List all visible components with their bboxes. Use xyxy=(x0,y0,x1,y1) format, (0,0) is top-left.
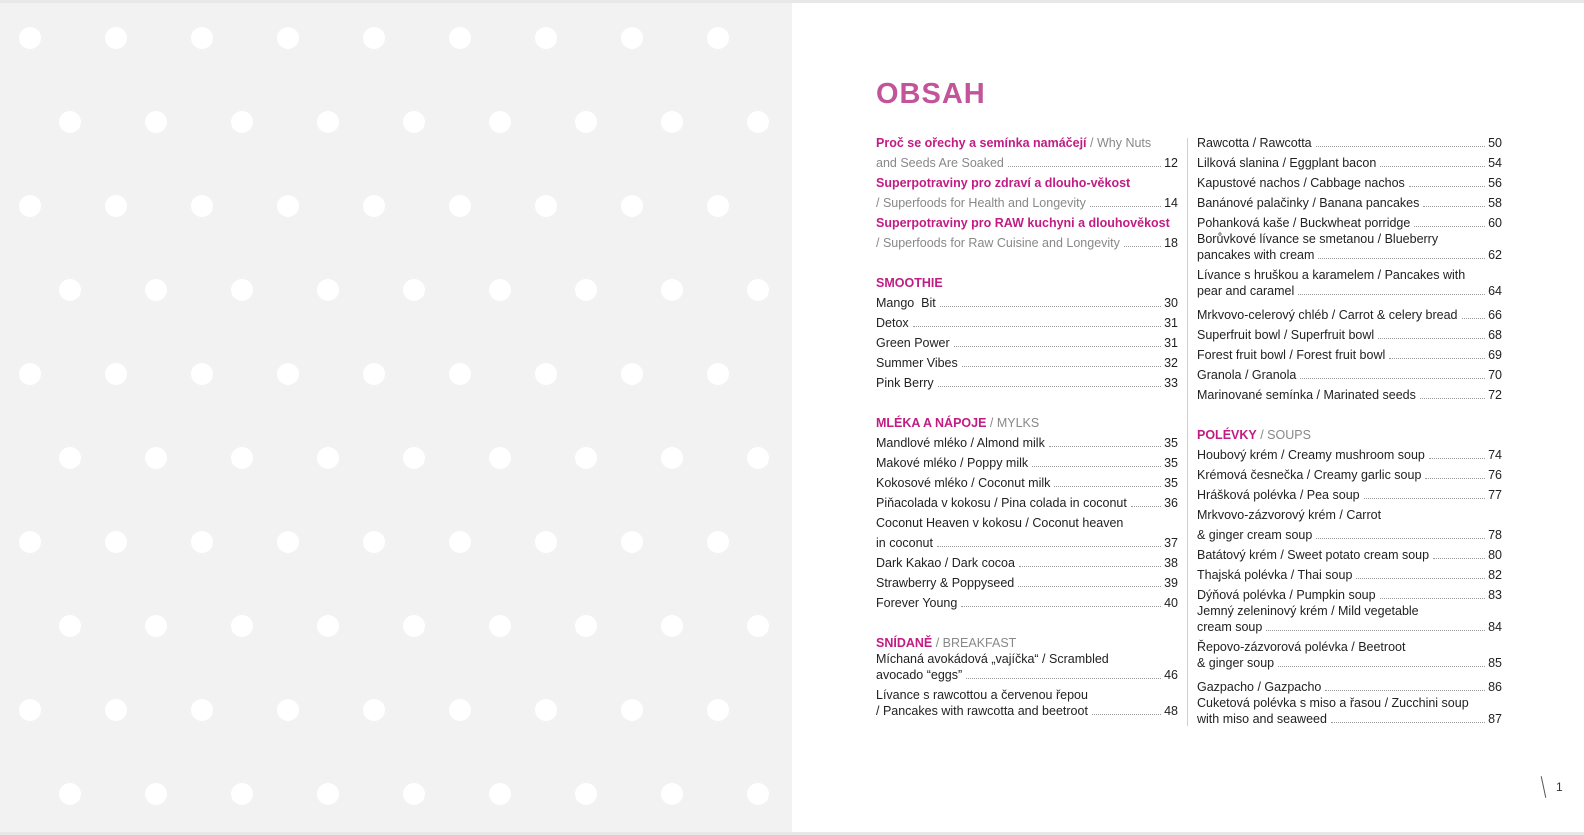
toc-entry[interactable]: Forest fruit bowl / Forest fruit bowl 69 xyxy=(1197,348,1502,362)
page-ref: 74 xyxy=(1488,448,1502,462)
decorative-dot xyxy=(105,363,127,385)
decorative-dot xyxy=(621,699,643,721)
toc-entry[interactable]: / Superfoods for Raw Cuisine and Longevity 18 xyxy=(876,236,1178,250)
page-ref: 68 xyxy=(1488,328,1502,342)
toc-entry[interactable]: Rawcotta / Rawcotta 50 xyxy=(1197,136,1502,150)
decorative-dot xyxy=(277,531,299,553)
page-ref: 36 xyxy=(1164,496,1178,510)
decorative-dot xyxy=(707,531,729,553)
toc-entry[interactable]: Lilková slanina / Eggplant bacon 54 xyxy=(1197,156,1502,170)
toc-entry[interactable]: & ginger cream soup 78 xyxy=(1197,528,1502,542)
decorative-dot xyxy=(59,111,81,133)
decorative-dot xyxy=(363,195,385,217)
decorative-dot xyxy=(535,699,557,721)
decorative-dot xyxy=(449,363,471,385)
decorative-dot xyxy=(621,363,643,385)
toc-entry[interactable]: in coconut 37 xyxy=(876,536,1178,550)
decorative-dot xyxy=(277,699,299,721)
decorative-dot xyxy=(59,279,81,301)
decorative-dot xyxy=(145,615,167,637)
decorative-dot xyxy=(449,27,471,49)
page-ref: 72 xyxy=(1488,388,1502,402)
page-ref: 58 xyxy=(1488,196,1502,210)
toc-entry[interactable]: / Superfoods for Health and Longevity 14 xyxy=(876,196,1178,210)
decorative-dot xyxy=(661,111,683,133)
decorative-dot xyxy=(277,363,299,385)
decorative-dot xyxy=(747,783,769,805)
toc-entry[interactable]: Pink Berry 33 xyxy=(876,376,1178,390)
toc-entry[interactable]: Makové mléko / Poppy milk 35 xyxy=(876,456,1178,470)
toc-entry-line1[interactable]: Coconut Heaven v kokosu / Coconut heaven xyxy=(876,516,1124,530)
toc-entry[interactable]: Krémová česnečka / Creamy garlic soup 76 xyxy=(1197,468,1502,482)
decorative-dot xyxy=(105,195,127,217)
page-ref: 18 xyxy=(1164,236,1178,250)
toc-entry[interactable]: Hrášková polévka / Pea soup 77 xyxy=(1197,488,1502,502)
toc-entry[interactable]: Thajská polévka / Thai soup 82 xyxy=(1197,568,1502,582)
toc-entry[interactable]: and Seeds Are Soaked 12 xyxy=(876,156,1178,170)
decorative-dot xyxy=(489,447,511,469)
toc-entry-intro-line1[interactable]: Proč se ořechy a semínka namáčejí / Why Nuts xyxy=(876,136,1152,150)
page-ref: 38 xyxy=(1164,556,1178,570)
decorative-dot xyxy=(747,111,769,133)
page-ref: 84 xyxy=(1488,620,1502,634)
toc-entry[interactable]: Batátový krém / Sweet potato cream soup 80 xyxy=(1197,548,1502,562)
toc-entry[interactable]: Banánové palačinky / Banana pancakes 58 xyxy=(1197,196,1502,210)
page-ref: 46 xyxy=(1164,668,1178,682)
page-ref: 37 xyxy=(1164,536,1178,550)
page-ref: 54 xyxy=(1488,156,1502,170)
page-ref: 32 xyxy=(1164,356,1178,370)
page-ref: 69 xyxy=(1488,348,1502,362)
decorative-dot xyxy=(105,27,127,49)
page-ref: 56 xyxy=(1488,176,1502,190)
toc-entry[interactable]: Piňacolada v kokosu / Pina colada in coconut 36 xyxy=(876,496,1178,510)
page-ref: 70 xyxy=(1488,368,1502,382)
toc-entry[interactable]: Green Power 31 xyxy=(876,336,1178,350)
page-ref: 80 xyxy=(1488,548,1502,562)
decorative-dot xyxy=(363,363,385,385)
toc-entry-intro-line1[interactable]: Superpotraviny pro zdraví a dlouho-věkost xyxy=(876,176,1131,190)
decorative-dot xyxy=(363,531,385,553)
page-ref: 86 xyxy=(1488,680,1502,694)
decorative-dot xyxy=(19,363,41,385)
toc-entry[interactable]: Jemný zeleninový krém / Mild vegetable cream soup 84 xyxy=(1197,604,1502,634)
decorative-dot xyxy=(231,111,253,133)
decorative-dot xyxy=(191,27,213,49)
page-ref: 78 xyxy=(1488,528,1502,542)
toc-entry[interactable]: Strawberry & Poppyseed 39 xyxy=(876,576,1178,590)
decorative-dot xyxy=(277,27,299,49)
section-heading-soups: POLÉVKY / SOUPS xyxy=(1197,428,1311,442)
page-ref: 82 xyxy=(1488,568,1502,582)
page-ref: 35 xyxy=(1164,456,1178,470)
decorative-dot xyxy=(535,363,557,385)
decorative-dot xyxy=(231,447,253,469)
decorative-dot xyxy=(449,195,471,217)
decorative-dot xyxy=(403,279,425,301)
page-ref: 62 xyxy=(1488,248,1502,262)
decorative-dot xyxy=(661,447,683,469)
toc-entry[interactable]: Summer Vibes 32 xyxy=(876,356,1178,370)
toc-entry[interactable]: Kokosové mléko / Coconut milk 35 xyxy=(876,476,1178,490)
toc-column-left xyxy=(876,131,1178,723)
decorative-dot xyxy=(489,783,511,805)
decorative-dot xyxy=(145,279,167,301)
column-divider xyxy=(1187,138,1188,726)
decorative-dot xyxy=(191,531,213,553)
decorative-dot xyxy=(403,111,425,133)
decorative-dot xyxy=(59,447,81,469)
decorative-dot xyxy=(707,699,729,721)
toc-entry-intro-line1[interactable]: Superpotraviny pro RAW kuchyni a dlouhověkost xyxy=(876,216,1170,230)
toc-entry[interactable]: Mrkvovo-celerový chléb / Carrot & celery bread 66 xyxy=(1197,308,1502,322)
toc-entry[interactable]: Mango Bit 30 xyxy=(876,296,1178,310)
decorative-dot xyxy=(191,363,213,385)
decorative-dot xyxy=(231,279,253,301)
toc-entry[interactable]: Pohanková kaše / Buckwheat porridge 60 xyxy=(1197,216,1502,230)
decorative-dot xyxy=(535,531,557,553)
page-ref: 30 xyxy=(1164,296,1178,310)
decorative-dot xyxy=(317,615,339,637)
toc-entry[interactable]: Houbový krém / Creamy mushroom soup 74 xyxy=(1197,448,1502,462)
toc-entry[interactable]: Lívance s hruškou a karamelem / Pancakes with pear and caramel 64 xyxy=(1197,268,1502,298)
page-ref: 64 xyxy=(1488,284,1502,298)
toc-entry[interactable]: Superfruit bowl / Superfruit bowl 68 xyxy=(1197,328,1502,342)
page-title: OBSAH xyxy=(876,78,986,110)
page-ref: 40 xyxy=(1164,596,1178,610)
page-number: 1 xyxy=(1556,780,1563,794)
decorative-dot xyxy=(575,111,597,133)
decorative-dot xyxy=(575,279,597,301)
toc-entry[interactable]: Cuketová polévka s miso a řasou / Zucchini soup with miso and seaweed 87 xyxy=(1197,696,1502,726)
decorative-dot xyxy=(535,27,557,49)
decorative-dot xyxy=(403,615,425,637)
decorative-dot xyxy=(449,699,471,721)
page-ref: 85 xyxy=(1488,656,1502,670)
decorative-dot xyxy=(661,279,683,301)
decorative-dot xyxy=(403,783,425,805)
toc-column-right xyxy=(1197,131,1502,731)
toc-entry[interactable]: Marinované semínka / Marinated seeds 72 xyxy=(1197,388,1502,402)
section-heading-breakfast: SNÍDANĚ / BREAKFAST xyxy=(876,636,1017,650)
decorative-dot xyxy=(277,195,299,217)
page-ref: 77 xyxy=(1488,488,1502,502)
page-ref: 66 xyxy=(1488,308,1502,322)
decorative-dot xyxy=(317,279,339,301)
toc-entry[interactable]: Detox 31 xyxy=(876,316,1178,330)
decorative-dot xyxy=(707,195,729,217)
decorative-dot xyxy=(661,615,683,637)
decorative-dot xyxy=(575,615,597,637)
decorative-dot xyxy=(317,111,339,133)
page-ref: 39 xyxy=(1164,576,1178,590)
page-ref: 31 xyxy=(1164,316,1178,330)
page-ref: 14 xyxy=(1164,196,1178,210)
toc-entry[interactable]: Granola / Granola 70 xyxy=(1197,368,1502,382)
decorative-dot xyxy=(19,27,41,49)
toc-entry[interactable]: Řepovo-zázvorová polévka / Beetroot & ginger soup 85 xyxy=(1197,640,1502,670)
decorative-dot xyxy=(747,447,769,469)
page-ref: 12 xyxy=(1164,156,1178,170)
decorative-dot xyxy=(105,531,127,553)
decorative-dot xyxy=(317,447,339,469)
page-ref: 76 xyxy=(1488,468,1502,482)
toc-entry[interactable]: Dark Kakao / Dark cocoa 38 xyxy=(876,556,1178,570)
page-ref: 83 xyxy=(1488,588,1502,602)
toc-entry[interactable]: Kapustové nachos / Cabbage nachos 56 xyxy=(1197,176,1502,190)
page-ref: 35 xyxy=(1164,476,1178,490)
decorative-dot xyxy=(489,111,511,133)
decorative-dot xyxy=(575,783,597,805)
page-ref: 35 xyxy=(1164,436,1178,450)
decorative-dot xyxy=(489,615,511,637)
decorative-dot xyxy=(621,195,643,217)
page-ref: 48 xyxy=(1164,704,1178,718)
decorative-dot xyxy=(575,447,597,469)
section-heading-mylks: MLÉKA A NÁPOJE / MYLKS xyxy=(876,416,1040,430)
decorative-dot xyxy=(363,699,385,721)
decorative-dot xyxy=(191,699,213,721)
decorative-dot xyxy=(191,195,213,217)
page-ref: 60 xyxy=(1488,216,1502,230)
toc-entry[interactable]: Forever Young 40 xyxy=(876,596,1178,610)
decorative-dot-page xyxy=(0,3,792,832)
decorative-dot xyxy=(489,279,511,301)
decorative-dot xyxy=(621,27,643,49)
page-ref: 31 xyxy=(1164,336,1178,350)
decorative-dot xyxy=(621,531,643,553)
decorative-dot xyxy=(403,447,425,469)
decorative-dot xyxy=(707,363,729,385)
decorative-dot xyxy=(59,615,81,637)
page-ref: 87 xyxy=(1488,712,1502,726)
page-ref: 50 xyxy=(1488,136,1502,150)
toc-entry[interactable]: Lívance s rawcottou a červenou řepou / Pancakes with rawcotta and beetroot 48 xyxy=(876,688,1178,718)
decorative-dot xyxy=(231,615,253,637)
toc-entry[interactable]: Míchaná avokádová „vajíčka“ / Scrambled avocado “eggs” 46 xyxy=(876,652,1178,682)
decorative-dot xyxy=(231,783,253,805)
decorative-dot xyxy=(317,783,339,805)
decorative-dot xyxy=(747,615,769,637)
decorative-dot xyxy=(449,531,471,553)
decorative-dot xyxy=(145,783,167,805)
decorative-dot xyxy=(535,195,557,217)
page-ref: 33 xyxy=(1164,376,1178,390)
toc-entry[interactable]: Dýňová polévka / Pumpkin soup 83 xyxy=(1197,588,1502,602)
section-heading-smoothie: SMOOTHIE xyxy=(876,276,943,290)
decorative-dot xyxy=(145,447,167,469)
decorative-dot xyxy=(19,195,41,217)
decorative-dot xyxy=(661,783,683,805)
decorative-dot xyxy=(747,279,769,301)
decorative-dot xyxy=(105,699,127,721)
decorative-dot xyxy=(145,111,167,133)
toc-entry[interactable]: Gazpacho / Gazpacho 86 xyxy=(1197,680,1502,694)
toc-entry-line1[interactable]: Mrkvovo-zázvorový krém / Carrot xyxy=(1197,508,1382,522)
decorative-dot xyxy=(707,27,729,49)
decorative-dot xyxy=(59,783,81,805)
toc-entry[interactable]: Mandlové mléko / Almond milk 35 xyxy=(876,436,1178,450)
toc-entry[interactable]: Borůvkové lívance se smetanou / Blueberry pancakes with cream 62 xyxy=(1197,232,1502,262)
decorative-dot xyxy=(363,27,385,49)
decorative-dot xyxy=(19,531,41,553)
decorative-dot xyxy=(19,699,41,721)
